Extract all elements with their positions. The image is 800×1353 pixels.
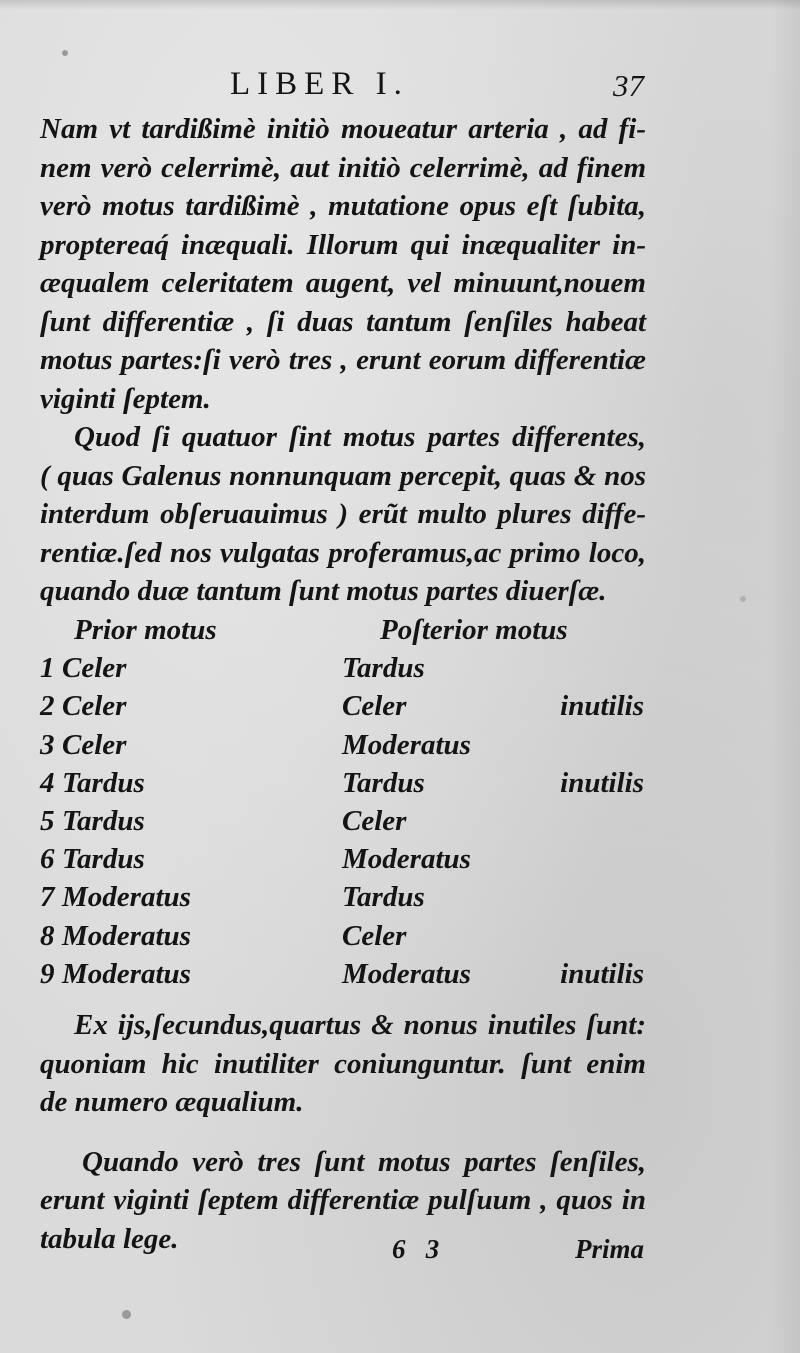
text-line: Ex ijs,ſecundus,quartus & nonus inutiles ſunt: bbox=[74, 1009, 646, 1041]
table-row bbox=[40, 652, 646, 690]
text-before-table bbox=[40, 110, 646, 611]
page-top-shadow bbox=[0, 0, 800, 10]
posterior-motus-cell: Moderatus bbox=[342, 728, 471, 761]
text-line: erunt viginti ſeptem differentiæ pulſuum , quos in bbox=[40, 1184, 646, 1216]
text-line: quando duæ tantum ſunt motus partes diuerſæ. bbox=[40, 575, 607, 607]
signature-mark: 6 3 bbox=[392, 1234, 440, 1264]
posterior-motus-cell: Celer bbox=[342, 690, 407, 723]
header-posterior-motus: Poſterior motus bbox=[380, 614, 568, 646]
table-row bbox=[40, 690, 646, 728]
text-line: de numero æqualium. bbox=[40, 1086, 304, 1118]
text-line: ( quas Galenus nonnunquam percepit, quas & nos bbox=[40, 459, 646, 492]
page-footer bbox=[40, 1234, 644, 1274]
text-line: viginti ſeptem. bbox=[40, 382, 211, 415]
row-number: 2 bbox=[40, 690, 55, 723]
pulse-differences-table bbox=[40, 614, 646, 996]
text-line: ſunt differentiæ , ſi duas tantum ſenſiles habeat bbox=[40, 305, 646, 338]
text-line: verò motus tardißimè , mutatione opus eſt ſubita, bbox=[40, 190, 646, 222]
table-row bbox=[40, 920, 646, 958]
table-header-row bbox=[40, 614, 646, 652]
table-row bbox=[40, 958, 646, 996]
text-line: æqualem celeritatem augent, vel minuunt,nouem bbox=[40, 267, 646, 299]
ink-speck bbox=[740, 596, 746, 602]
ink-speck bbox=[62, 50, 68, 56]
prior-motus-cell: Celer bbox=[62, 690, 127, 723]
prior-motus-cell: Moderatus bbox=[62, 881, 191, 914]
text-line: Nam vt tardißimè initiò moueatur arteria , ad fi- bbox=[40, 113, 646, 145]
prior-motus-cell: Tardus bbox=[62, 766, 145, 799]
posterior-motus-cell: Tardus bbox=[342, 652, 425, 685]
text-line: rentiæ.ſed nos vulgatas proferamus,ac primo loco, bbox=[40, 536, 646, 569]
prior-motus-cell: Celer bbox=[62, 652, 127, 685]
note-cell: inutilis bbox=[560, 766, 644, 799]
paragraph-2 bbox=[40, 418, 646, 611]
posterior-motus-cell: Celer bbox=[342, 804, 407, 837]
text-line: quoniam hic inutiliter coniunguntur. ſunt enim bbox=[40, 1047, 646, 1080]
row-number: 7 bbox=[40, 881, 55, 914]
page-number: 37 bbox=[613, 68, 644, 103]
row-number: 5 bbox=[40, 804, 55, 837]
note-cell: inutilis bbox=[560, 690, 644, 723]
text-line: nem verò celerrimè, aut initiò celerrimè, ad finem bbox=[40, 151, 646, 184]
posterior-motus-cell: Moderatus bbox=[342, 957, 471, 990]
text-after-table bbox=[40, 1006, 646, 1258]
posterior-motus-cell: Tardus bbox=[342, 881, 425, 914]
row-number: 8 bbox=[40, 919, 55, 952]
text-line: interdum obſeruauimus ) erũt multo plures diffe- bbox=[40, 498, 646, 530]
posterior-motus-cell: Moderatus bbox=[342, 843, 471, 876]
table-row bbox=[40, 767, 646, 805]
catchword: Prima bbox=[574, 1234, 644, 1264]
text-line: motus partes:ſi verò tres , erunt eorum differentiæ bbox=[40, 344, 646, 376]
prior-motus-cell: Tardus bbox=[62, 804, 145, 837]
paragraph-gap bbox=[40, 1122, 646, 1143]
paragraph-3 bbox=[40, 1006, 646, 1122]
row-number: 1 bbox=[40, 652, 55, 685]
page-edge-shadow bbox=[770, 0, 800, 1353]
text-line: Quod ſi quatuor ſint motus partes differentes, bbox=[74, 421, 646, 453]
table-row bbox=[40, 881, 646, 919]
row-number: 6 bbox=[40, 843, 55, 876]
posterior-motus-cell: Celer bbox=[342, 919, 407, 952]
page-header bbox=[40, 66, 644, 110]
row-number: 4 bbox=[40, 766, 55, 799]
prior-motus-cell: Moderatus bbox=[62, 957, 191, 990]
ink-speck bbox=[122, 1310, 131, 1319]
prior-motus-cell: Tardus bbox=[62, 843, 145, 876]
table-row bbox=[40, 805, 646, 843]
table-row bbox=[40, 729, 646, 767]
table-row bbox=[40, 843, 646, 881]
running-head: LIBER I. bbox=[230, 66, 409, 102]
paragraph-1 bbox=[40, 110, 646, 418]
posterior-motus-cell: Tardus bbox=[342, 766, 425, 799]
text-line: Quando verò tres ſunt motus partes ſenſiles, bbox=[82, 1145, 646, 1178]
text-line: tabula lege. bbox=[40, 1222, 179, 1255]
text-line: proptereaq́ inæquali. Illorum qui inæqualiter in- bbox=[40, 228, 646, 261]
row-number: 9 bbox=[40, 957, 55, 990]
prior-motus-cell: Moderatus bbox=[62, 919, 191, 952]
note-cell: inutilis bbox=[560, 957, 644, 990]
prior-motus-cell: Celer bbox=[62, 728, 127, 761]
header-prior-motus: Prior motus bbox=[74, 614, 217, 646]
row-number: 3 bbox=[40, 728, 55, 761]
table-body bbox=[40, 652, 646, 996]
